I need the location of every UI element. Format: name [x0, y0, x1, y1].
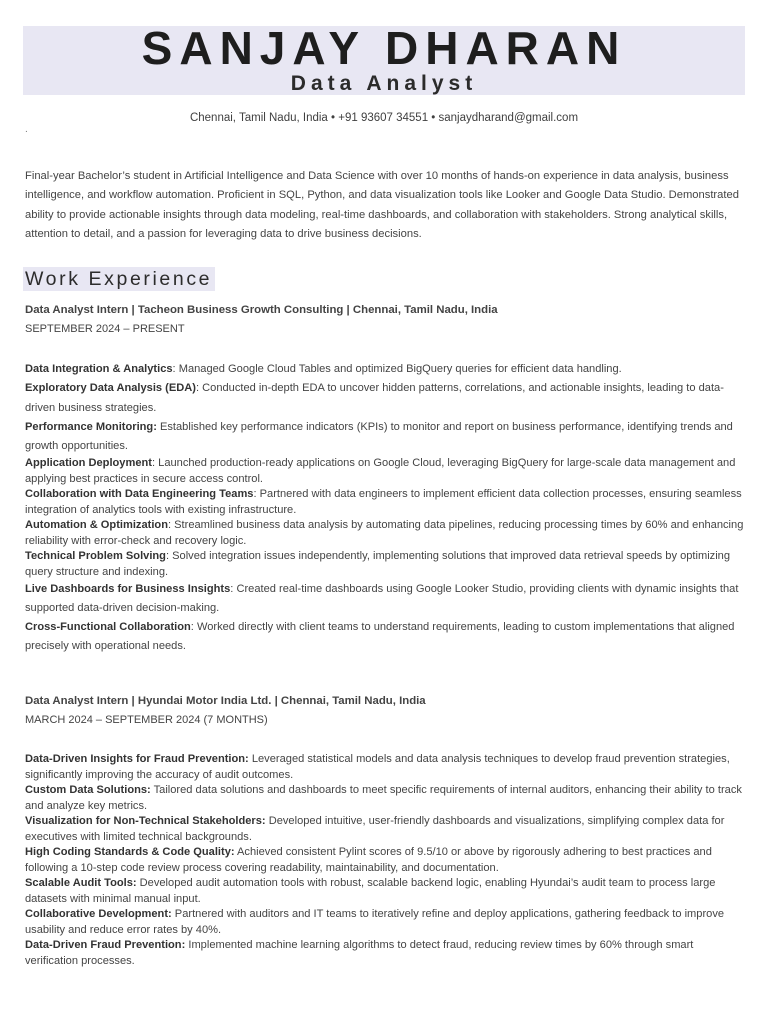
bullet-label: Technical Problem Solving — [25, 550, 166, 562]
bullet-text: Developed audit automation tools with robust, scalable backend logic, enabling Hyundai’s audit team to process large datasets with minimal manual input. — [25, 877, 716, 905]
bullet-item — [25, 814, 745, 845]
bullet-text: Established key performance indicators (KPIs) to monitor and report on business performance, identifying trends and growth opportunities. — [25, 421, 733, 452]
bullet-item — [25, 783, 745, 814]
bullet-text: Implemented machine learning algorithms to detect fraud, reducing review times by 60% through smart verification processes. — [25, 939, 694, 967]
bullet-text: : Launched production-ready applications on Google Cloud, leveraging BigQuery for large-scale data management and applying best practices in secure access control. — [25, 457, 736, 485]
job-bullet-list — [25, 360, 745, 656]
bullet-label: Visualization for Non-Technical Stakeholders: — [25, 815, 266, 827]
candidate-name: SANJAY DHARAN — [141, 22, 627, 74]
bullet-item — [25, 456, 745, 487]
bullet-item — [25, 549, 745, 580]
stray-mark: . — [25, 124, 28, 135]
section-title-work-experience: Work Experience — [23, 267, 215, 291]
bullet-text: Partnered with auditors and IT teams to iteratively refine and deploy applications, gathering feedback to improve usability and reduce error rates by 40%. — [25, 908, 725, 936]
bullet-text: : Created real-time dashboards using Google Looker Studio, providing clients with dynamic insights that supported data-driven decision-making. — [25, 583, 739, 614]
summary-paragraph: Final-year Bachelor’s student in Artificial Intelligence and Data Science with over 10 months of hands-on experience in data analysis, business intelligence, and workflow automation. Proficient in SQL, Python, and data visualization tools like Looker and Google Data Studio. Demonstrated ability to provide actionable insights through data modeling, real-time dashboards, and collaboration with stakeholders. Strong analytical skills, attention to detail, and a passion for leveraging data to drive business decisions. — [25, 170, 739, 241]
bullet-text: : Conducted in-depth EDA to uncover hidden patterns, correlations, and actionable insights, leading to data-driven business strategies. — [25, 382, 724, 414]
bullet-label: Automation & Optimization — [25, 519, 168, 531]
bullet-text: : Partnered with data engineers to implement efficient data collection processes, ensuring seamless integration of analytics tools with existing infrastructure. — [25, 488, 742, 516]
bullet-item — [25, 487, 745, 518]
bullet-label: Cross-Functional Collaboration — [25, 621, 191, 633]
bullet-item — [25, 379, 745, 418]
bullet-label: Performance Monitoring: — [25, 421, 157, 433]
bullet-item — [25, 907, 745, 938]
bullet-label: Exploratory Data Analysis (EDA) — [25, 382, 196, 394]
bullet-item — [25, 518, 745, 549]
bullet-item — [25, 845, 745, 876]
contact-line: Chennai, Tamil Nadu, India • +91 93607 34551 • sanjaydharand@gmail.com — [189, 112, 579, 124]
bullet-label: Data-Driven Fraud Prevention: — [25, 939, 186, 951]
bullet-label: Scalable Audit Tools: — [25, 877, 137, 889]
bullet-label: Live Dashboards for Business Insights — [25, 583, 231, 595]
bullet-item — [25, 418, 745, 456]
bullet-text: : Streamlined business data analysis by automating data pipelines, reducing processing times by 60% and enhancing reliability with error-check and recovery logic. — [25, 519, 744, 547]
bullet-label: Data Integration & Analytics — [25, 363, 173, 375]
job-dates: SEPTEMBER 2024 – PRESENT — [25, 323, 185, 335]
bullet-text: Achieved consistent Pylint scores of 9.5/10 or above by rigorously adhering to best practices and following a 10-step code review process covering readability, maintainability, and documentation. — [25, 846, 712, 874]
bullet-item — [25, 938, 745, 969]
bullet-text: : Solved integration issues independently, implementing solutions that improved data retrieval speeds by optimizing query structure and indexing. — [25, 550, 731, 578]
bullet-label: Application Deployment — [25, 457, 152, 469]
bullet-item — [25, 360, 745, 379]
bullet-item — [25, 618, 745, 656]
bullet-label: Collaboration with Data Engineering Teams — [25, 488, 254, 500]
bullet-text: Tailored data solutions and dashboards to meet specific requirements of internal auditors, enhancing their ability to track and analyze key metrics. — [25, 784, 742, 812]
bullet-label: Collaborative Development: — [25, 908, 172, 920]
bullet-text: Leveraged statistical models and data analysis techniques to develop fraud prevention strategies, significantly improving the accuracy of audit outcomes. — [25, 753, 730, 781]
bullet-text: Developed intuitive, user-friendly dashboards and visualizations, simplifying complex data for executives with limited technical backgrounds. — [25, 815, 725, 843]
job-heading: Data Analyst Intern | Hyundai Motor India Ltd. | Chennai, Tamil Nadu, India — [25, 695, 426, 707]
bullet-label: Data-Driven Insights for Fraud Prevention: — [25, 753, 249, 765]
job-dates: MARCH 2024 – SEPTEMBER 2024 (7 MONTHS) — [25, 714, 268, 726]
job-bullet-list — [25, 752, 745, 969]
bullet-item — [25, 580, 745, 618]
bullet-text: : Managed Google Cloud Tables and optimized BigQuery queries for efficient data handling. — [172, 363, 622, 375]
job-title: Data Analyst — [290, 72, 478, 95]
bullet-label: High Coding Standards & Code Quality: — [25, 846, 235, 858]
bullet-item — [25, 876, 745, 907]
bullet-text: : Worked directly with client teams to understand requirements, leading to custom implementations that aligned precisely with operational needs. — [25, 621, 735, 652]
bullet-item — [25, 752, 745, 783]
bullet-label: Custom Data Solutions: — [25, 784, 151, 796]
job-heading: Data Analyst Intern | Tacheon Business Growth Consulting | Chennai, Tamil Nadu, India — [25, 304, 498, 316]
